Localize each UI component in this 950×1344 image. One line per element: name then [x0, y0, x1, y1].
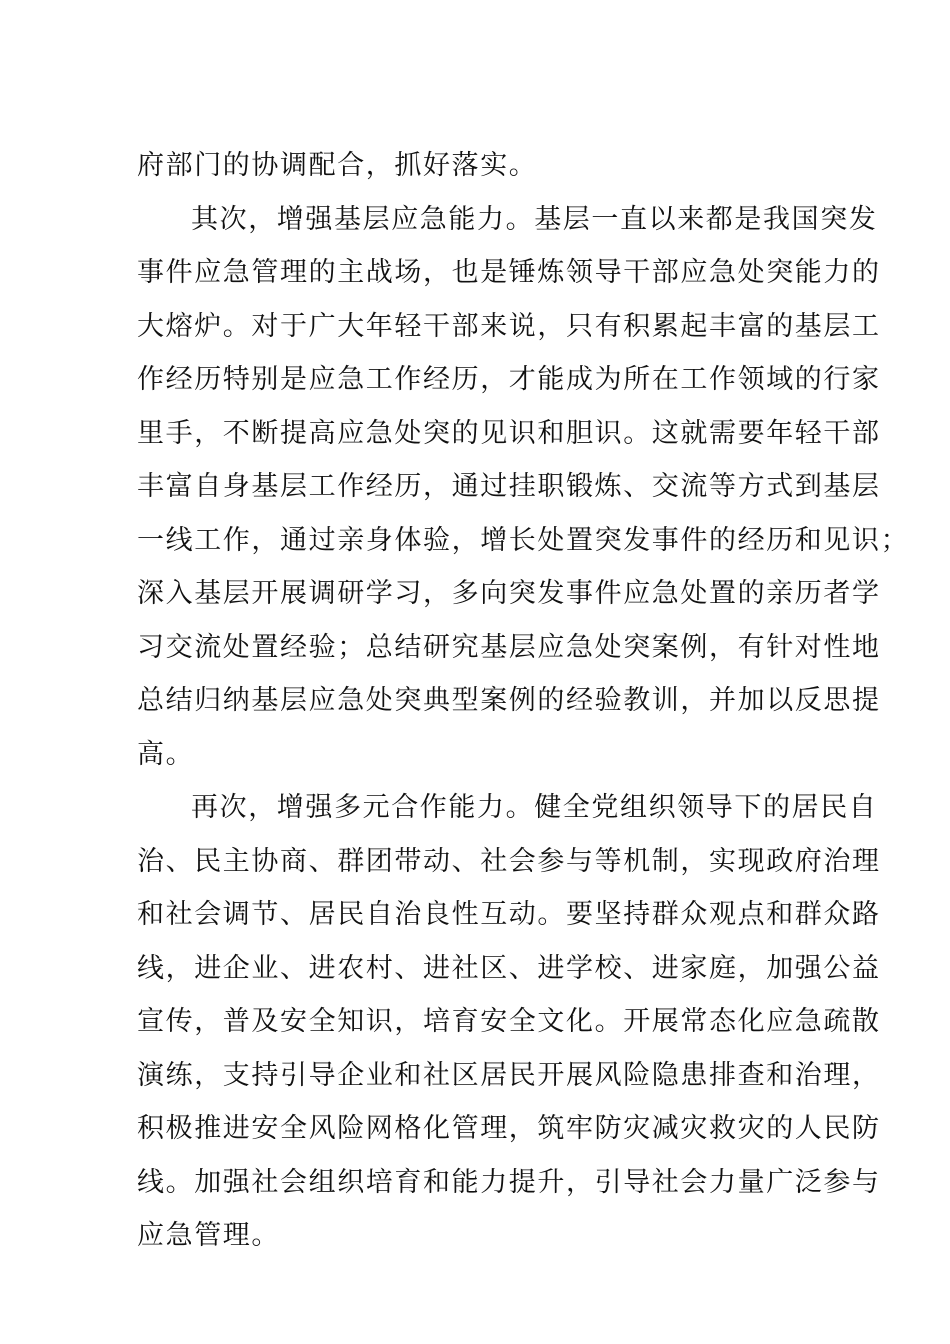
text-line: 和社会调节、居民自治良性互动。要坚持群众观点和群众路 — [137, 899, 881, 930]
text-line: 作经历特别是应急工作经历，才能成为所在工作领域的行家 — [137, 364, 881, 395]
text-line: 治、民主协商、群团带动、社会参与等机制，实现政府治理 — [137, 845, 881, 877]
text-line: 再次，增强多元合作能力。健全党组织领导下的居民自 — [191, 792, 878, 823]
text-line: 其次，增强基层应急能力。基层一直以来都是我国突发 — [191, 203, 878, 235]
text-line: 线。加强社会组织培育和能力提升，引导社会力量广泛参与 — [137, 1166, 881, 1198]
text-line: 府部门的协调配合，抓好落实。 — [137, 150, 538, 181]
text-line: 事件应急管理的主战场，也是锤炼领导干部应急处突能力的 — [137, 257, 881, 288]
text-line: 一线工作，通过亲身体验，增长处置突发事件的经历和见识； — [137, 524, 910, 556]
text-line: 宣传，普及安全知识，培育安全文化。开展常态化应急疏散 — [137, 1006, 881, 1037]
text-line: 大熔炉。对于广大年轻干部来说，只有积累起丰富的基层工 — [137, 310, 881, 342]
text-line: 丰富自身基层工作经历，通过挂职锻炼、交流等方式到基层 — [137, 471, 881, 502]
text-line: 习交流处置经验；总结研究基层应急处突案例，有针对性地 — [137, 631, 881, 663]
text-line: 线，进企业、进农村、进社区、进学校、进家庭，加强公益 — [137, 952, 881, 984]
text-line: 演练，支持引导企业和社区居民开展风险隐患排查和治理， — [137, 1059, 881, 1091]
text-line: 高。 — [137, 738, 195, 770]
text-line: 总结归纳基层应急处突典型案例的经验教训，并加以反思提 — [137, 685, 881, 716]
text-line: 里手，不断提高应急处突的见识和胆识。这就需要年轻干部 — [137, 417, 881, 449]
text-line: 应急管理。 — [137, 1220, 280, 1251]
document-body — [137, 139, 910, 1263]
text-line: 深入基层开展调研学习，多向突发事件应急处置的亲历者学 — [137, 578, 881, 609]
text-line: 积极推进安全风险网格化管理，筑牢防灾减灾救灾的人民防 — [137, 1113, 881, 1144]
